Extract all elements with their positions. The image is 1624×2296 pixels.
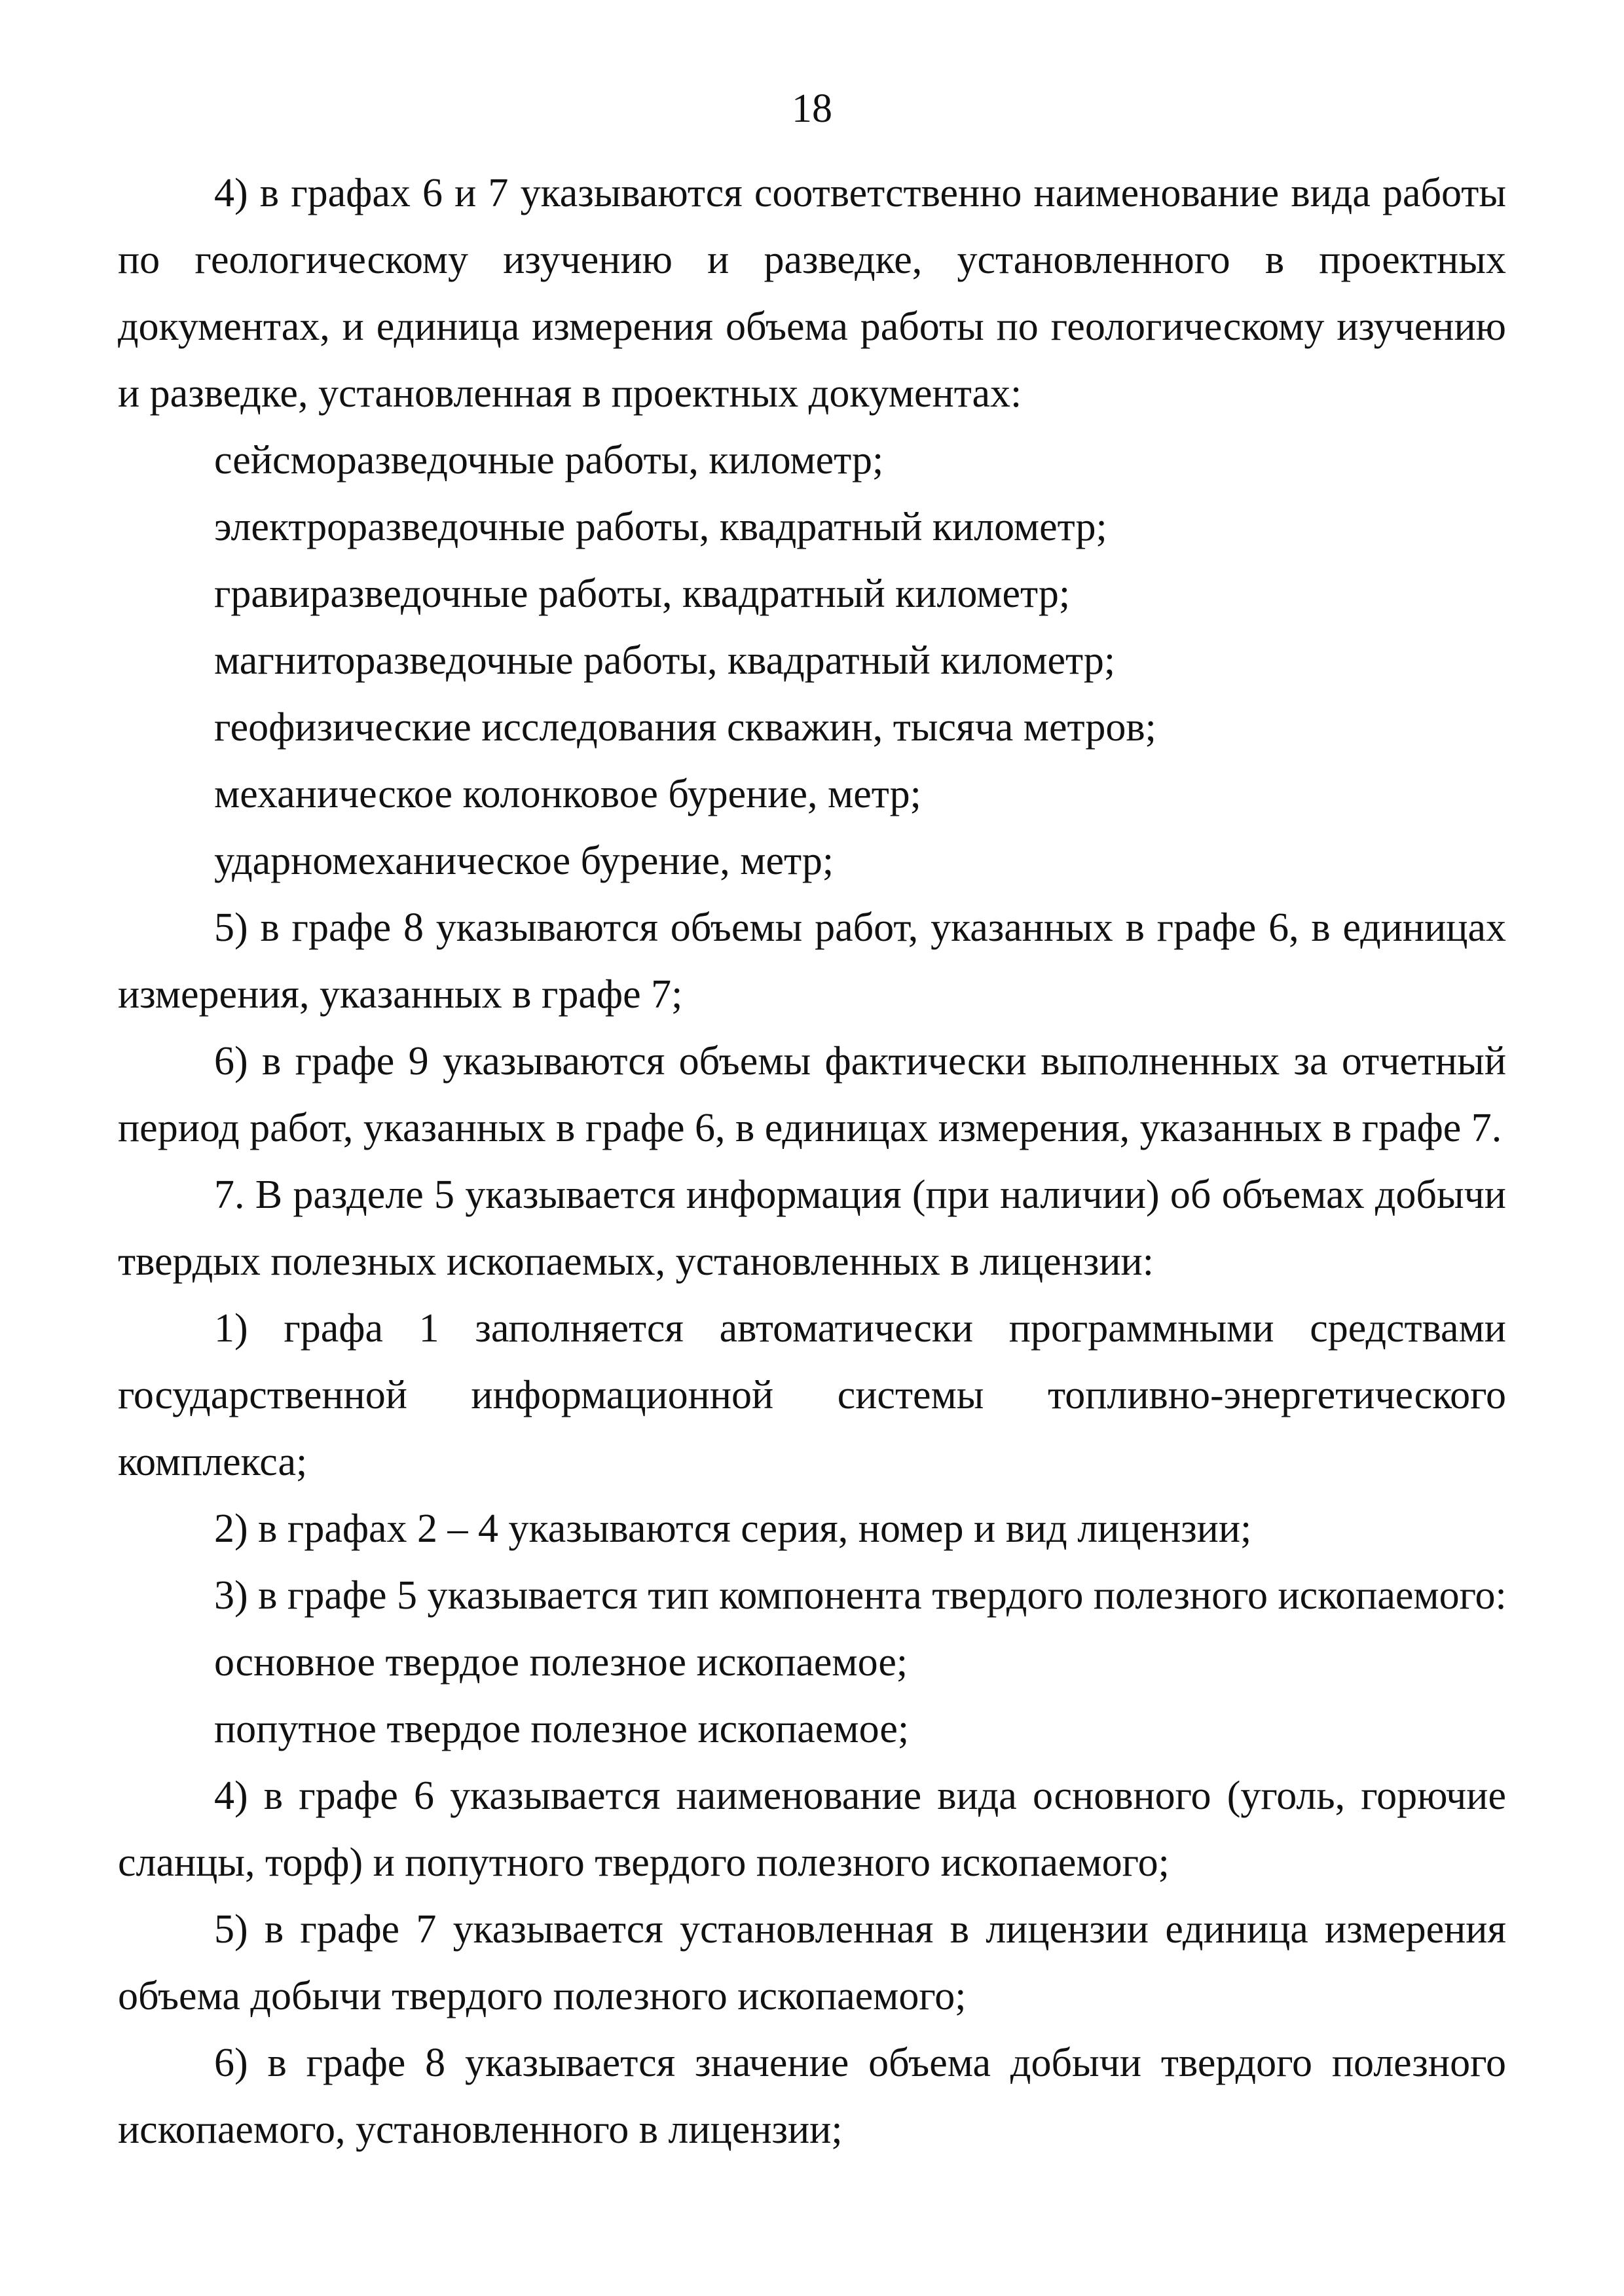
list-item: сейсморазведочные работы, километр; — [214, 438, 884, 483]
paragraph: 6) в графе 8 указывается значение объема добычи твердого полезного ископаемого, установленного в лицензии; — [118, 2041, 1506, 2152]
list-item: попутное твердое полезное ископаемое; — [214, 1707, 910, 1751]
paragraph: 4) в графе 6 указывается наименование вида основного (уголь, горючие сланцы, торф) и попутного твердого полезного ископаемого; — [118, 1774, 1506, 1885]
list-item: основное твердое полезное ископаемое; — [214, 1640, 908, 1685]
paragraph: 1) графа 1 заполняется автоматически программными средствами государственной информационной системы топливно-энергетического комплекса; — [118, 1306, 1506, 1484]
list-item: электроразведочные работы, квадратный километр; — [214, 505, 1107, 549]
paragraph: 7. В разделе 5 указывается информация (при наличии) об объемах добычи твердых полезных ископаемых, установленных в лицензии: — [118, 1173, 1506, 1284]
document-body — [118, 160, 1506, 2163]
list-item: магниторазведочные работы, квадратный километр; — [214, 638, 1116, 683]
list-item: механическое колонковое бурение, метр; — [214, 772, 921, 816]
paragraph: 5) в графе 8 указываются объемы работ, указанных в графе 6, в единицах измерения, указанных в графе 7; — [118, 905, 1506, 1017]
paragraph: 4) в графах 6 и 7 указываются соответственно наименование вида работы по геологическому изучению и разведке, установленного в проектных документах, и единица измерения объема работы по геологическому изучению и разведке, установленная в проектных документах: — [118, 171, 1506, 416]
list-item: 3) в графе 5 указывается тип компонента твердого полезного ископаемого: — [214, 1573, 1507, 1618]
list-item: ударномеханическое бурение, метр; — [214, 839, 834, 883]
list-item: 2) в графах 2 – 4 указываются серия, номер и вид лицензии; — [214, 1506, 1252, 1551]
paragraph: 6) в графе 9 указываются объемы фактически выполненных за отчетный период работ, указанных в графе 6, в единицах измерения, указанных в графе 7. — [118, 1039, 1506, 1150]
list-item: гравиразведочные работы, квадратный километр; — [214, 572, 1071, 616]
paragraph: 5) в графе 7 указывается установленная в лицензии единица измерения объема добычи твердого полезного ископаемого; — [118, 1907, 1506, 2018]
page-number: 18 — [792, 86, 832, 131]
list-item: геофизические исследования скважин, тысяча метров; — [214, 705, 1156, 750]
